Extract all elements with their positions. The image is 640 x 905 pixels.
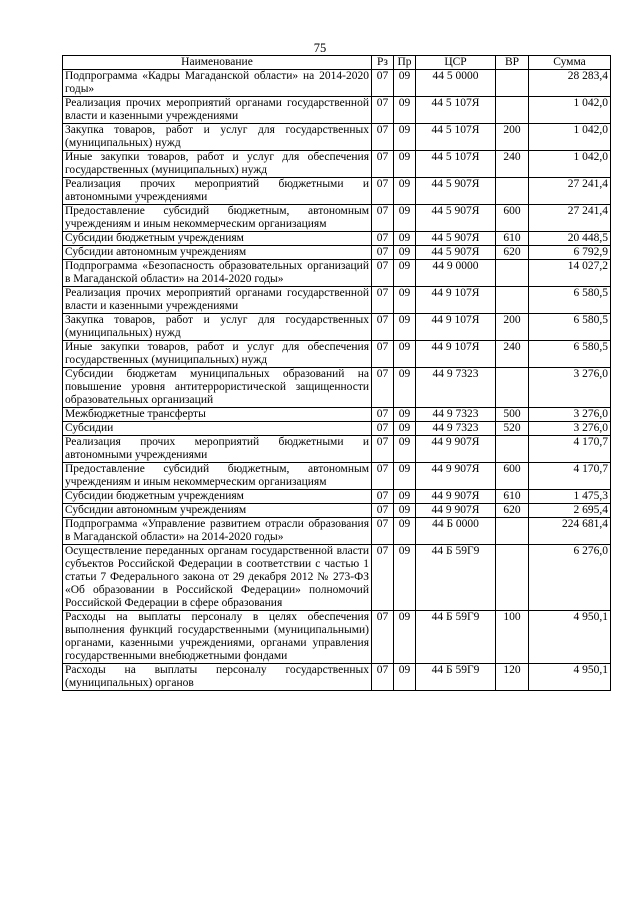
cell-sum: 6 792,9	[529, 246, 611, 260]
cell-sum: 6 580,5	[529, 287, 611, 314]
cell-name: Расходы на выплаты персоналу в целях обеспечения выполнения функций государственными (муниципальными) органами, казенными учреждениями, органами управления государственными внебюджетными фондами	[63, 611, 372, 664]
table-row	[63, 368, 611, 408]
cell-rz: 07	[372, 232, 394, 246]
cell-vr	[496, 368, 529, 408]
cell-name: Реализация прочих мероприятий бюджетными и автономными учреждениями	[63, 178, 372, 205]
cell-rz: 07	[372, 463, 394, 490]
cell-csr: 44 5 107Я	[416, 151, 496, 178]
header-rz: Рз	[372, 56, 394, 70]
table-row	[63, 341, 611, 368]
cell-rz: 07	[372, 664, 394, 691]
cell-sum: 3 276,0	[529, 408, 611, 422]
cell-name: Реализация прочих мероприятий органами государственной власти и казенными учреждениями	[63, 287, 372, 314]
cell-pr: 09	[394, 70, 416, 97]
cell-name: Осуществление переданных органам государственной власти субъектов Российской Федерации в соответствии с частью 1 статьи 7 Федерального закона от 29 декабря 2012 № 273-ФЗ «Об образовании в Российской Федерации» полномочий Российской Федерации в сфере образования	[63, 545, 372, 611]
cell-pr: 09	[394, 260, 416, 287]
cell-vr: 620	[496, 504, 529, 518]
cell-rz: 07	[372, 611, 394, 664]
cell-name: Субсидии автономным учреждениям	[63, 504, 372, 518]
cell-pr: 09	[394, 97, 416, 124]
table-row	[63, 97, 611, 124]
budget-table	[62, 55, 611, 691]
header-sum: Сумма	[529, 56, 611, 70]
cell-vr: 200	[496, 314, 529, 341]
cell-pr: 09	[394, 341, 416, 368]
cell-vr: 240	[496, 151, 529, 178]
cell-sum: 3 276,0	[529, 368, 611, 408]
cell-csr: 44 9 7323	[416, 368, 496, 408]
cell-rz: 07	[372, 436, 394, 463]
header-csr: ЦСР	[416, 56, 496, 70]
cell-rz: 07	[372, 70, 394, 97]
cell-pr: 09	[394, 232, 416, 246]
cell-csr: 44 9 907Я	[416, 463, 496, 490]
cell-pr: 09	[394, 178, 416, 205]
cell-name: Межбюджетные трансферты	[63, 408, 372, 422]
cell-csr: 44 5 107Я	[416, 124, 496, 151]
cell-sum: 28 283,4	[529, 70, 611, 97]
cell-rz: 07	[372, 341, 394, 368]
cell-name: Закупка товаров, работ и услуг для государственных (муниципальных) нужд	[63, 314, 372, 341]
cell-pr: 09	[394, 408, 416, 422]
cell-rz: 07	[372, 490, 394, 504]
cell-sum: 1 475,3	[529, 490, 611, 504]
cell-sum: 20 448,5	[529, 232, 611, 246]
cell-vr	[496, 545, 529, 611]
cell-vr	[496, 70, 529, 97]
table-row	[63, 545, 611, 611]
cell-vr: 500	[496, 408, 529, 422]
cell-vr: 200	[496, 124, 529, 151]
cell-vr	[496, 287, 529, 314]
cell-vr	[496, 97, 529, 124]
cell-name: Реализация прочих мероприятий органами государственной власти и казенными учреждениями	[63, 97, 372, 124]
cell-csr: 44 9 7323	[416, 422, 496, 436]
cell-csr: 44 9 907Я	[416, 504, 496, 518]
cell-pr: 09	[394, 518, 416, 545]
cell-vr: 240	[496, 341, 529, 368]
table-row	[63, 314, 611, 341]
cell-name: Предоставление субсидий бюджетным, автономным учреждениям и иным некоммерческим организациям	[63, 463, 372, 490]
table-row	[63, 490, 611, 504]
cell-sum: 1 042,0	[529, 151, 611, 178]
cell-name: Реализация прочих мероприятий бюджетными и автономными учреждениями	[63, 436, 372, 463]
cell-pr: 09	[394, 314, 416, 341]
cell-sum: 4 950,1	[529, 664, 611, 691]
cell-name: Подпрограмма «Управление развитием отрасли образования в Магаданской области» на 2014-2020 годы»	[63, 518, 372, 545]
cell-pr: 09	[394, 205, 416, 232]
cell-sum: 4 170,7	[529, 436, 611, 463]
cell-name: Предоставление субсидий бюджетным, автономным учреждениям и иным некоммерческим организациям	[63, 205, 372, 232]
cell-sum: 1 042,0	[529, 97, 611, 124]
table-row	[63, 422, 611, 436]
cell-vr: 600	[496, 463, 529, 490]
cell-csr: 44 9 107Я	[416, 314, 496, 341]
cell-csr: 44 9 107Я	[416, 341, 496, 368]
table-row	[63, 436, 611, 463]
table-row	[63, 260, 611, 287]
table-row	[63, 70, 611, 97]
table-row	[63, 664, 611, 691]
cell-csr: 44 5 907Я	[416, 205, 496, 232]
cell-sum: 6 276,0	[529, 545, 611, 611]
cell-sum: 4 950,1	[529, 611, 611, 664]
table-row	[63, 611, 611, 664]
cell-rz: 07	[372, 97, 394, 124]
cell-csr: 44 Б 0000	[416, 518, 496, 545]
table-row	[63, 518, 611, 545]
table-row	[63, 232, 611, 246]
cell-csr: 44 Б 59Г9	[416, 611, 496, 664]
cell-pr: 09	[394, 368, 416, 408]
cell-sum: 14 027,2	[529, 260, 611, 287]
cell-name: Субсидии автономным учреждениям	[63, 246, 372, 260]
cell-sum: 27 241,4	[529, 178, 611, 205]
cell-pr: 09	[394, 124, 416, 151]
table-row	[63, 287, 611, 314]
cell-pr: 09	[394, 287, 416, 314]
cell-csr: 44 9 107Я	[416, 287, 496, 314]
cell-rz: 07	[372, 545, 394, 611]
cell-vr	[496, 518, 529, 545]
cell-rz: 07	[372, 246, 394, 260]
cell-rz: 07	[372, 504, 394, 518]
cell-csr: 44 9 0000	[416, 260, 496, 287]
cell-rz: 07	[372, 260, 394, 287]
cell-pr: 09	[394, 490, 416, 504]
cell-name: Субсидии бюджетным учреждениям	[63, 490, 372, 504]
cell-csr: 44 5 907Я	[416, 178, 496, 205]
cell-vr: 520	[496, 422, 529, 436]
cell-pr: 09	[394, 151, 416, 178]
cell-vr	[496, 436, 529, 463]
cell-csr: 44 5 0000	[416, 70, 496, 97]
cell-rz: 07	[372, 178, 394, 205]
cell-name: Подпрограмма «Безопасность образовательных организаций в Магаданской области» на 2014-2020 годы»	[63, 260, 372, 287]
cell-rz: 07	[372, 368, 394, 408]
table-row	[63, 178, 611, 205]
cell-rz: 07	[372, 422, 394, 436]
cell-name: Закупка товаров, работ и услуг для государственных (муниципальных) нужд	[63, 124, 372, 151]
cell-csr: 44 5 107Я	[416, 97, 496, 124]
table-row	[63, 246, 611, 260]
cell-vr: 610	[496, 490, 529, 504]
cell-name: Субсидии бюджетным учреждениям	[63, 232, 372, 246]
cell-name: Иные закупки товаров, работ и услуг для обеспечения государственных (муниципальных) нужд	[63, 341, 372, 368]
cell-sum: 6 580,5	[529, 341, 611, 368]
cell-vr	[496, 260, 529, 287]
cell-pr: 09	[394, 664, 416, 691]
cell-pr: 09	[394, 246, 416, 260]
table-row	[63, 504, 611, 518]
cell-pr: 09	[394, 422, 416, 436]
cell-name: Расходы на выплаты персоналу государственных (муниципальных) органов	[63, 664, 372, 691]
cell-vr: 620	[496, 246, 529, 260]
cell-sum: 224 681,4	[529, 518, 611, 545]
cell-pr: 09	[394, 545, 416, 611]
cell-rz: 07	[372, 205, 394, 232]
cell-pr: 09	[394, 436, 416, 463]
cell-csr: 44 9 907Я	[416, 436, 496, 463]
cell-name: Иные закупки товаров, работ и услуг для обеспечения государственных (муниципальных) нужд	[63, 151, 372, 178]
table-row	[63, 408, 611, 422]
cell-vr: 610	[496, 232, 529, 246]
cell-sum: 4 170,7	[529, 463, 611, 490]
cell-sum: 27 241,4	[529, 205, 611, 232]
cell-name: Субсидии	[63, 422, 372, 436]
cell-vr	[496, 178, 529, 205]
cell-name: Субсидии бюджетам муниципальных образований на повышение уровня антитеррористической защищенности образовательных организаций	[63, 368, 372, 408]
header-pr: Пр	[394, 56, 416, 70]
page-number: 75	[313, 41, 327, 55]
cell-vr: 120	[496, 664, 529, 691]
cell-rz: 07	[372, 314, 394, 341]
cell-csr: 44 5 907Я	[416, 246, 496, 260]
cell-name: Подпрограмма «Кадры Магаданской области» на 2014-2020 годы»	[63, 70, 372, 97]
cell-csr: 44 Б 59Г9	[416, 545, 496, 611]
cell-vr: 600	[496, 205, 529, 232]
header-name: Наименование	[63, 56, 372, 70]
cell-csr: 44 9 7323	[416, 408, 496, 422]
cell-sum: 1 042,0	[529, 124, 611, 151]
cell-sum: 6 580,5	[529, 314, 611, 341]
cell-rz: 07	[372, 408, 394, 422]
cell-sum: 2 695,4	[529, 504, 611, 518]
table-header-row	[63, 56, 611, 70]
cell-csr: 44 9 907Я	[416, 490, 496, 504]
table-row	[63, 124, 611, 151]
cell-pr: 09	[394, 504, 416, 518]
cell-pr: 09	[394, 611, 416, 664]
cell-pr: 09	[394, 463, 416, 490]
cell-rz: 07	[372, 124, 394, 151]
table-row	[63, 463, 611, 490]
table-row	[63, 205, 611, 232]
cell-rz: 07	[372, 287, 394, 314]
cell-sum: 3 276,0	[529, 422, 611, 436]
cell-csr: 44 Б 59Г9	[416, 664, 496, 691]
cell-csr: 44 5 907Я	[416, 232, 496, 246]
cell-rz: 07	[372, 518, 394, 545]
cell-vr: 100	[496, 611, 529, 664]
header-vr: ВР	[496, 56, 529, 70]
table-row	[63, 151, 611, 178]
cell-rz: 07	[372, 151, 394, 178]
